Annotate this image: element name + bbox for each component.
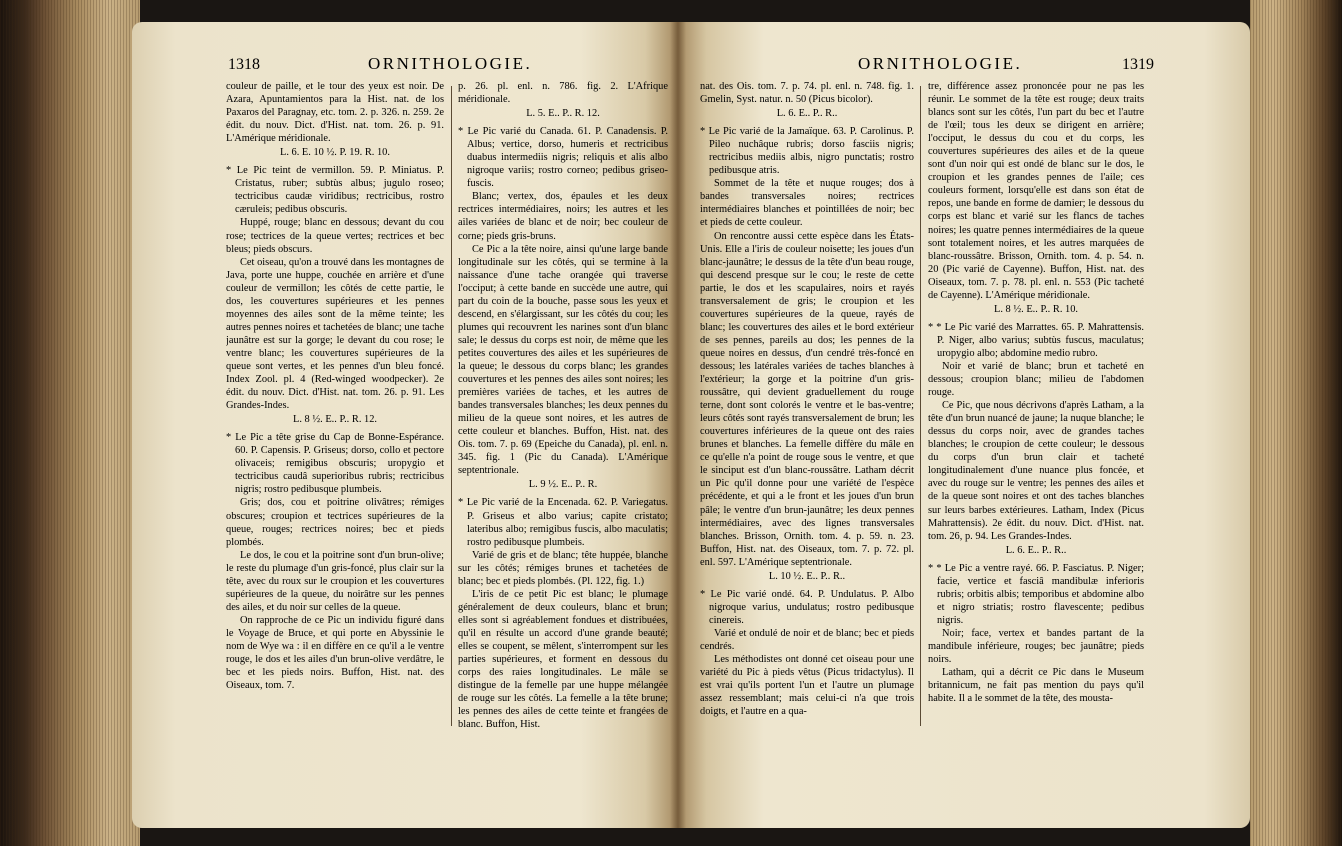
paragraph: Les méthodistes ont donné cet oiseau pour une variété du Pic à pieds vêtus (Picus tridactylus). Il est vrai qu'ils portent l'un et l'autre un plumage assez ressemblant; mais celui-ci n'a que trois doigts, et l'autre en a qua- [700,654,914,718]
paragraph: L'iris de ce petit Pic est blanc; le plumage généralement de deux couleurs, blanc et brun; elles sont si agréablement fondues et distribuées, qu'il en résulte un accord d'une grande beauté; elles se coupent, se mêlent, s'interrompent sur les parties supérieures, et forment en dessous du corps des raies longitudinales. Le mâle se distingue de la femelle par une huppe mélangée de rouge sur les côtés. La femelle a la tête brune; les pennes des ailes de cette teinte et frangées de blanc. Buffon, Hist. [458,588,668,731]
paragraph: On rapproche de ce Pic un individu figuré dans le Voyage de Bruce, et qui porte en Abyssinie le nom de Wye wa : il en diffère en ce qu'il a le ventre rouge, le dos et les ailes d'un brun-olive verdâtre, le bec et les pieds noirs. Buffon, Hist. nat. des Oiseaux, tom. 7. [226,614,444,692]
right-page-column-1 [700,80,914,796]
measurement-line: L. 6. E.. P.. R.. [1005,544,1067,556]
measurement-line: L. 9 ½. E.. P.. R. [528,479,598,491]
species-entry: * Le Pic a tête grise du Cap de Bonne-Espérance. 60. P. Capensis. P. Griseus; dorso, collo et pectore olivaceis; remigibus obscuris; uropygio et tectricibus caudâ superioribus rubris; rectricibus nigris; rostro pedibusque plumbeis. [226,432,444,496]
paragraph: couleur de paille, et le tour des yeux est noir. De Azara, Apuntamientos para la Hist. nat. de los Paxaros del Paragnay, etc. tom. 2. p. 326. n. 259. 2e édit. du nouv. Dict. d'Hist. nat. tom. 26. p. 91. L'Amérique méridionale. [226,81,444,145]
right-running-head: ORNITHOLOGIE. [858,54,1023,73]
left-page-column-1 [226,80,444,796]
paragraph: Noir et varié de blanc; brun et tacheté en dessous; croupion blanc; milieu de l'abdomen rouge. [928,360,1144,399]
measurement-line: L. 6. E. 10 ½. P. 19. R. 10. [280,147,390,159]
left-page-number: 1318 [228,56,260,73]
paragraph: Noir; face, vertex et bandes partant de la mandibule inférieure, rouges; bec jaunâtre; pieds noirs. [928,627,1144,666]
right-page-column-2 [928,80,1144,796]
species-entry: * Le Pic varié de la Jamaïque. 63. P. Carolinus. P. Pileo nuchâque rubris; dorso fasciis nigris; rectricibus mediis albis, nigro punctatis; rostro pedibusque atris. [700,126,914,177]
paragraph: Cet oiseau, qu'on a trouvé dans les montagnes de Java, porte une huppe, couchée en arrière et d'une couleur de vermillon; les côtés de cette partie, le dos, les couvertures supérieures et les pennes moyennes des ailes sont de la même teinte; les autres pennes noires et tachetées de blanc; une tache jaunâtre est sur la gorge; le devant du cou rose; le ventre blanc; les couvertures supérieures de la queue sont vertes, et les pennes d'un bleu foncé. Index Zool. pl. 4 (Red-winged woodpecker). 2e édit. du nouv. Dict. d'Hist. nat. tom. 26. p. 91. Les Grandes-Indes. [226,256,444,412]
paragraph: Ce Pic, que nous décrivons d'après Latham, a la tête d'un brun nuancé de jaune; la nuque blanche; le dessus du corps noir, avec de grandes taches blanches; le croupion de cette couleur; le dessous du corps d'un brun clair et tacheté longitudinalement d'une nuance plus foncée, et avec du rouge sur le ventre; les pennes des ailes et de la queue sont noires et ont des taches blanches sur leurs barbes extérieures. Latham, Index (Picus Mahrattensis). 2e édit. du nouv. Dict. d'Hist. nat. tom. 26, p. 94. Les Grandes-Indes. [928,400,1144,542]
paragraph: Sommet de la tête et nuque rouges; dos à bandes transversales noires; rectrices intermédiaires blanches et pointillées de noir; bec et pieds de cette couleur. [700,178,914,229]
species-entry: * Le Pic teint de vermillon. 59. P. Miniatus. P. Cristatus, ruber; subtùs albus; jugulo roseo; tectricibus caudæ viridibus; rectricibus, rostro cæruleis; pedibus obscuris. [226,165,444,216]
left-running-head: ORNITHOLOGIE. [368,54,533,73]
paragraph: Le dos, le cou et la poitrine sont d'un brun-olive; le reste du plumage d'un gris-foncé, plus clair sur la tête, avec du roux sur le croupion et les couvertures supérieures de la queue, du noirâtre sur les pennes des ailes, et du noir sur celles de la queue. [226,549,444,613]
paragraph: Varié de gris et de blanc; tête huppée, blanche sur les côtés; rémiges brunes et tachetées de blanc; bec et pieds plombés. (Pl. 122, fig. 1.) [458,549,668,587]
paragraph: Gris; dos, cou et poitrine olivâtres; rémiges obscures; croupion et tectrices supérieures de la queue, rouges; rectrices noires; bec et pieds plombés. [226,497,444,548]
paragraph: nat. des Ois. tom. 7. p. 74. pl. enl. n. 748. fig. 1. Gmelin, Syst. natur. n. 50 (Picus bicolor). [700,81,914,106]
paragraph: tre, différence assez prononcée pour ne pas les réunir. Le sommet de la tête est rouge; deux traits blancs sont sur les côtés, l'un part du bec et l'autre de l'œil; tous les deux se dirigent en arrière; l'occiput, le dessus du cou et du corps, les couvertures supérieures des ailes et de la queue sont d'un noir qui est ondé de blanc sur le dos, le croupion et les grandes pennes de l'aile; ces couleurs forment, lorsqu'elle est dans son état de repos, une bande en forme de damier; le dessous du corps est blanc et varié sur les flancs de taches noires; les quatre pennes intermédiaires de la queue sont totalement noires, et les autres marquées de blanc-roussâtre. Brisson, Ornith. tom. 4. p. 54. n. 20 (Pic varié de Cayenne). Buffon, Hist. nat. des Oiseaux, tom. 7. p. 78. pl. enl. n. 553 (Pic tacheté de Cayenne). L'Amérique méridionale. [928,81,1144,301]
paragraph: Blanc; vertex, dos, épaules et les deux rectrices intermédiaires, noirs; les autres et les ailes variées de blanc et de noir; bec couleur de corne; pieds gris-bruns. [458,191,668,242]
species-entry: * * Le Pic a ventre rayé. 66. P. Fasciatus. P. Niger; facie, vertice et fasciâ mandibulæ inferioris rubris; orbitis albis; temporibus et abdomine albo et nigro striatis; rostro flavescente; pedibus nigris. [928,562,1144,626]
species-entry: * * Le Pic varié des Marrattes. 65. P. Mahrattensis. P. Niger, albo varius; subtùs fuscus, maculatus; uropygio albo; abdomine medio rubro. [928,321,1144,359]
species-entry: * Le Pic varié de la Encenada. 62. P. Variegatus. P. Griseus et albo varius; capite cristato; lateribus albo; remigibus fuscis, albo maculatis; rostro pedibusque plumbeis. [458,497,668,548]
species-entry: * Le Pic varié ondé. 64. P. Undulatus. P. Albo nigroque varius, undulatus; rostro pedibusque cinereis. [700,588,914,626]
measurement-line: L. 8 ½. E.. P.. R. 10. [994,303,1078,315]
right-page-number: 1319 [1122,56,1154,73]
species-entry: * Le Pic varié du Canada. 61. P. Canadensis. P. Albus; vertice, dorso, humeris et rectricibus duabus intermediis nigris; reliquis et alis albo nigroque variis; rostro corneo; pedibus griseo-fuscis. [458,126,668,190]
measurement-line: L. 6. E.. P.. R.. [776,108,838,120]
paragraph: Huppé, rouge; blanc en dessous; devant du cou rose; tectrices de la queue vertes; rectrices et bec bleus; pieds obscurs. [226,217,444,255]
measurement-line: L. 8 ½. E.. P.. R. 12. [293,414,377,426]
right-column-rule [920,86,921,726]
book-gutter [670,22,686,828]
paragraph: Ce Pic a la tête noire, ainsi qu'une large bande longitudinale sur les côtés, qui se termine à la naissance d'une tache orangée qui traverse l'occiput; à cette bande en succède une autre, qui part du coin de la bouche, passe sous les yeux et descend, en s'élargissant, sur les côtés du cou; les plumes qui recouvrent les narines sont d'un blanc sale; le dessus du corps est noir, de même que les petites couvertures des ailes et les supérieures de la queue; le dessous du corps blanc; les grandes couvertures et les pennes des ailes sont noires; les premières variées de taches, et les autres de bandes transversales blanches; les deux pennes du milieu de la queue sont noires, et les autres de cette couleur et blanches. Buffon, Hist. nat. des Ois. tom. 7. p. 69 (Epeiche du Canada), pl. enl. n. 345. fig. 1 (Pic du Canada). L'Amérique septentrionale. [458,243,668,477]
paragraph: p. 26. pl. enl. n. 786. fig. 2. L'Afrique méridionale. [458,81,668,106]
left-page-stack [0,0,140,846]
paragraph: Varié et ondulé de noir et de blanc; bec et pieds cendrés. [700,627,914,652]
right-page-stack [1250,0,1342,846]
left-column-rule [451,86,452,726]
measurement-line: L. 10 ½. E.. P.. R.. [768,570,846,582]
paragraph: On rencontre aussi cette espèce dans les États-Unis. Elle a l'iris de couleur noisette; les joues d'un blanc-jaunâtre; le dessus de la tête d'un beau rouge, qui descend presque sur le cou; le reste de cette partie, le dos et les scapulaires, noirs et rayés transversalement de gris; le croupion et les couvertures supérieures de la queue, rayés de blanc; les couvertures des ailes et le bord extérieur de ses pennes, pareils au dos; les pennes de la queue noires en dessus, d'un cendré très-foncé en dessous; les latérales variées de taches blanches à l'extérieur; la gorge et la poitrine d'un gris-roussâtre, qui devient graduellement du rouge terne, dont sont colorés le ventre et le bas-ventre; leurs côtés sont rayés transversalement de brun; les couvertures inférieures de la queue ont des raies brunes et blanches. La femelle diffère du mâle en ce qu'elle n'a point de rouge sous le ventre, et que le sinciput est d'un blanc-roussâtre. Latham décrit un Pic qu'il donne pour une variété de l'espèce précédente, et qui a le front et les joues d'un brun pâle; le ventre d'un brun-jaunâtre; les deux pennes intermédiaires, avec des lignes transversales blanches. Brisson, Ornith. tom. 4. p. 59. n. 23. Buffon, Hist. nat. des Oiseaux, tom. 7. p. 72. pl. enl. 597. L'Amérique septentrionale. [700,230,914,568]
left-page-column-2 [458,80,668,796]
paragraph: Latham, qui a décrit ce Pic dans le Museum britannicum, ne fait pas mention du pays qu'il habite. Il a le sommet de la tête, des mousta- [928,667,1144,705]
measurement-line: L. 5. E.. P.. R. 12. [526,108,600,120]
